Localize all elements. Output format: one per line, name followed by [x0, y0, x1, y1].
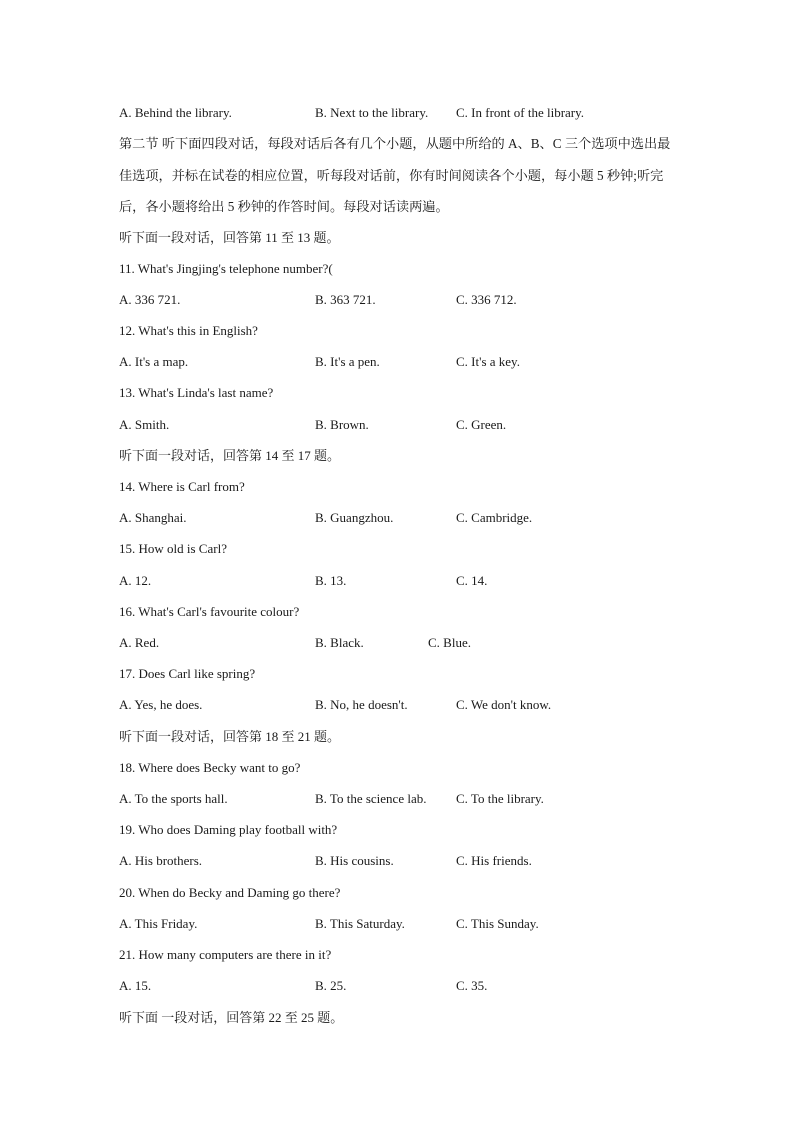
- question-stem: 18. Where does Becky want to go?: [119, 760, 301, 775]
- question-stem: 16. What's Carl's favourite colour?: [119, 604, 300, 619]
- option-b: B. No, he doesn't.: [315, 697, 408, 712]
- option-c: C. 14.: [456, 573, 488, 588]
- question-stem: 19. Who does Daming play football with?: [119, 822, 338, 837]
- option-b: B. This Saturday.: [315, 916, 405, 931]
- option-a: A. Yes, he does.: [119, 697, 203, 712]
- question-stem: 21. How many computers are there in it?: [119, 947, 332, 962]
- option-c-top: C. In front of the library.: [456, 105, 585, 120]
- question-stem: 13. What's Linda's last name?: [119, 385, 274, 400]
- group-instruction: 听下面一段对话，回答第 18 至 21 题。: [119, 729, 341, 744]
- question-stem: 14. Where is Carl from?: [119, 479, 245, 494]
- option-a: A. Shanghai.: [119, 510, 187, 525]
- group-instruction: 听下面 一段对话，回答第 22 至 25 题。: [119, 1010, 344, 1025]
- question-stem: 15. How old is Carl?: [119, 541, 227, 556]
- option-a-top: A. Behind the library.: [119, 105, 232, 120]
- option-b: B. 13.: [315, 573, 347, 588]
- option-b: B. Black.: [315, 635, 364, 650]
- option-c: C. This Sunday.: [456, 916, 539, 931]
- option-c: C. Blue.: [428, 635, 471, 650]
- option-b: B. His cousins.: [315, 853, 394, 868]
- question-stem: 12. What's this in English?: [119, 323, 258, 338]
- option-a: A. To the sports hall.: [119, 791, 228, 806]
- option-a: A. Red.: [119, 635, 160, 650]
- option-a: A. It's a map.: [119, 354, 189, 369]
- question-stem: 17. Does Carl like spring?: [119, 666, 256, 681]
- option-c: C. It's a key.: [456, 354, 520, 369]
- question-stem: 11. What's Jingjing's telephone number?(: [119, 261, 333, 276]
- option-a: A. 15.: [119, 978, 152, 993]
- option-b: B. To the science lab.: [315, 791, 427, 806]
- group-instruction: 听下面一段对话，回答第 11 至 13 题。: [119, 230, 340, 245]
- option-a: A. 336 721.: [119, 292, 181, 307]
- option-b: B. 363 721.: [315, 292, 376, 307]
- option-c: C. Cambridge.: [456, 510, 533, 525]
- option-b: B. Guangzhou.: [315, 510, 394, 525]
- group-instruction: 听下面一段对话，回答第 14 至 17 题。: [119, 448, 341, 463]
- question-stem: 20. When do Becky and Daming go there?: [119, 885, 341, 900]
- option-c: C. To the library.: [456, 791, 544, 806]
- option-c: C. We don't know.: [456, 697, 552, 712]
- option-b: B. 25.: [315, 978, 347, 993]
- option-c: C. His friends.: [456, 853, 532, 868]
- option-a: A. 12.: [119, 573, 152, 588]
- section-intro: 第二节 听下面四段对话，每段对话后各有几个小题，从题中所给的 A、B、C 三个选项中选出最佳选项，并标在试卷的相应位置，听每段对话前，你有时间阅读各个小题，每小题 5 秒钟;听完后，各小题将给出 5 秒钟的作答时间。每段对话读两遍。: [119, 136, 671, 214]
- option-b: B. It's a pen.: [315, 354, 380, 369]
- option-b: B. Brown.: [315, 417, 369, 432]
- option-a: A. His brothers.: [119, 853, 203, 868]
- option-a: A. This Friday.: [119, 916, 198, 931]
- option-a: A. Smith.: [119, 417, 170, 432]
- option-c: C. 35.: [456, 978, 488, 993]
- option-c: C. 336 712.: [456, 292, 517, 307]
- option-b-top: B. Next to the library.: [315, 105, 429, 120]
- option-c: C. Green.: [456, 417, 507, 432]
